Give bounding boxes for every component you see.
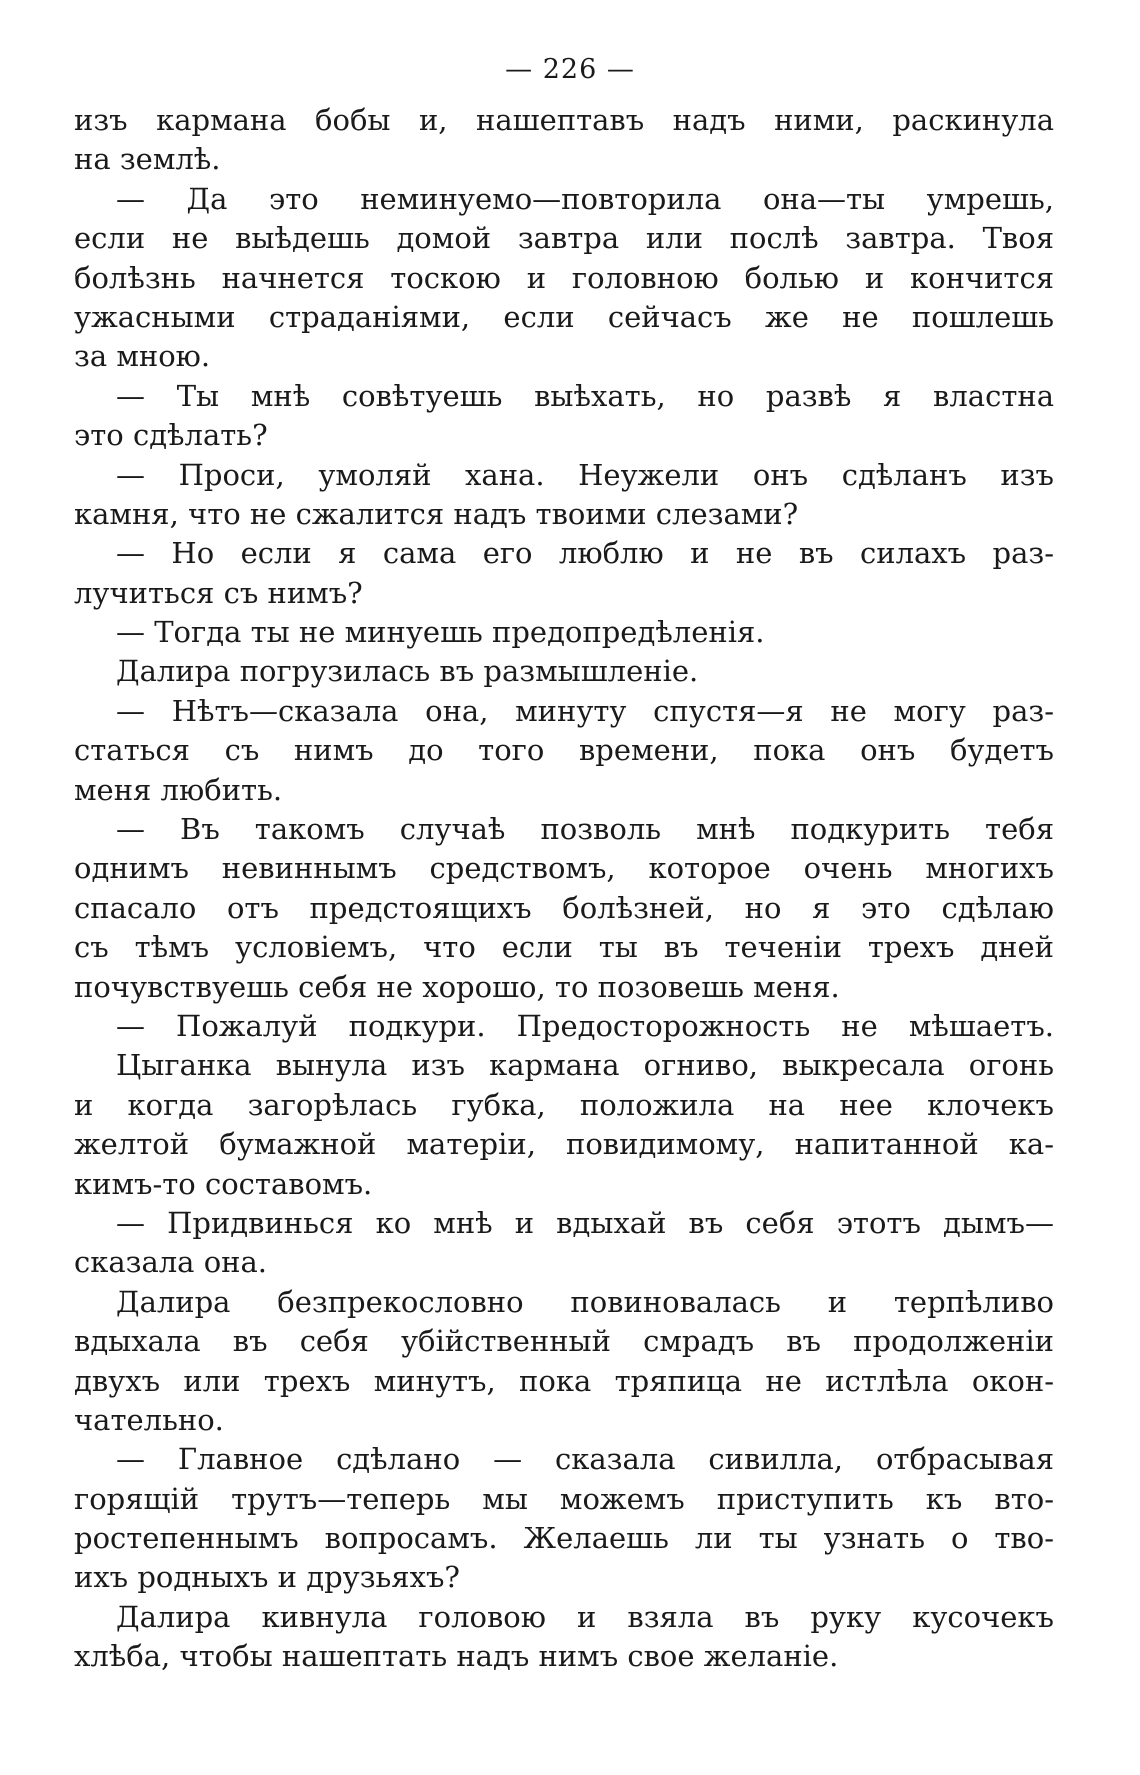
text-line: статься съ нимъ до того времени, пока онъ будетъ: [74, 733, 1054, 768]
text-line: если не выѣдешь домой завтра или послѣ завтра. Твоя: [74, 221, 1054, 256]
text-line: сказала она.: [74, 1245, 267, 1280]
text-line: горящій трутъ—теперь мы можемъ приступить къ вто-: [74, 1481, 1054, 1516]
text-line: камня, что не сжалится надъ твоими слезами?: [74, 496, 799, 531]
text-line: Далира погрузилась въ размышленіе.: [116, 654, 699, 689]
text-line: Далира безпрекословно повиновалась и терпѣливо: [116, 1284, 1054, 1319]
text-line: изъ кармана бобы и, нашептавъ надъ ними, раскинула: [74, 103, 1054, 137]
page-number: — 226 —: [505, 54, 635, 85]
text-line: — Тогда ты не минуешь предопредѣленія.: [116, 615, 765, 650]
text-line: ужасными страданіями, если сейчасъ же не пошлешь: [74, 299, 1054, 334]
text-line: на землѣ.: [74, 142, 221, 177]
text-line: — Главное сдѣлано — сказала сивилла, отбрасывая: [116, 1442, 1054, 1477]
text-line: двухъ или трехъ минутъ, пока тряпица не истлѣла окон-: [74, 1363, 1054, 1398]
text-line: ростепеннымъ вопросамъ. Желаешь ли ты узнать о тво-: [74, 1521, 1054, 1556]
text-line: — Нѣтъ—сказала она, минуту спустя—я не могу раз-: [116, 693, 1054, 728]
text-line: съ тѣмъ условіемъ, что если ты въ теченіи трехъ дней: [74, 930, 1054, 965]
text-line: лучиться съ нимъ?: [74, 575, 363, 610]
text-line: и когда загорѣлась губка, положила на нее клочекъ: [74, 1087, 1054, 1122]
text-line: — Въ такомъ случаѣ позволь мнѣ подкурить тебя: [116, 812, 1054, 847]
text-line: почувствуешь себя не хорошо, то позовешь меня.: [74, 969, 840, 1004]
text-line: — Придвинься ко мнѣ и вдыхай въ себя этотъ дымъ—: [116, 1205, 1054, 1240]
text-line: спасало отъ предстоящихъ болѣзней, но я это сдѣлаю: [74, 890, 1054, 925]
text-line: Цыганка вынула изъ кармана огниво, выкресала огонь: [116, 1048, 1054, 1083]
text-line: кимъ-то составомъ.: [74, 1166, 373, 1201]
text-line: однимъ невиннымъ средствомъ, которое очень многихъ: [74, 851, 1054, 886]
text-line: — Проси, умоляй хана. Неужели онъ сдѣланъ изъ: [116, 457, 1054, 492]
text-line: болѣзнь начнется тоскою и головною болью и кончится: [74, 260, 1054, 295]
text-line: — Ты мнѣ совѣтуешь выѣхать, но развѣ я властна: [116, 378, 1054, 413]
text-line: ихъ родныхъ и друзьяхъ?: [74, 1560, 460, 1595]
text-line: Далира кивнула головою и взяла въ руку кусочекъ: [116, 1599, 1054, 1634]
text-line: вдыхала въ себя убійственный смрадъ въ продолженіи: [74, 1324, 1054, 1359]
text-line: чательно.: [74, 1402, 224, 1437]
body-text: [74, 101, 1054, 1677]
text-line: желтой бумажной матеріи, повидимому, напитанной ка-: [74, 1127, 1054, 1162]
text-line: за мною.: [74, 339, 211, 374]
text-line: хлѣба, чтобы нашептать надъ нимъ свое желаніе.: [74, 1639, 839, 1674]
text-line: это сдѣлать?: [74, 418, 268, 453]
text-line: — Пожалуй подкури. Предосторожность не мѣшаетъ.: [116, 1008, 1054, 1043]
text-line: меня любить.: [74, 772, 283, 807]
text-line: — Но если я сама его люблю и не въ силахъ раз-: [116, 536, 1054, 571]
text-line: — Да это неминуемо—повторила она—ты умрешь,: [116, 181, 1054, 216]
